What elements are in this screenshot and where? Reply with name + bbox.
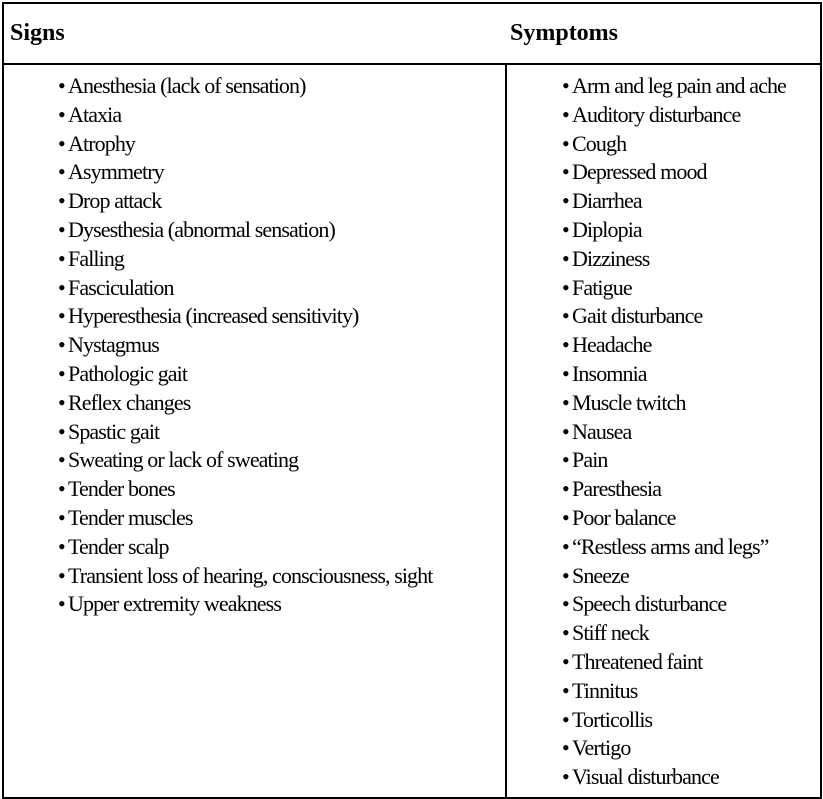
bullet-point: • xyxy=(58,303,66,329)
symptom-item xyxy=(562,187,786,216)
bullet-point: • xyxy=(58,504,66,530)
symptom-item-text: Nausea xyxy=(572,418,632,444)
symptom-item-text: Visual disturbance xyxy=(572,764,719,790)
symptom-item-text: Threatened faint xyxy=(572,648,703,674)
sign-item xyxy=(58,158,432,187)
bullet-point: • xyxy=(58,591,66,617)
symptom-item xyxy=(562,389,786,418)
bullet-point: • xyxy=(58,562,66,588)
bullet-point: • xyxy=(58,389,66,415)
bullet-point: • xyxy=(562,735,570,761)
sign-item-text: Tender bones xyxy=(68,476,175,502)
sign-item xyxy=(58,274,432,303)
sign-item xyxy=(58,533,432,562)
bullet-point: • xyxy=(562,274,570,300)
bullet-point: • xyxy=(58,332,66,358)
sign-item-text: Anesthesia (lack of sensation) xyxy=(68,73,306,98)
symptom-item xyxy=(562,216,786,245)
bullet-point: • xyxy=(58,159,66,185)
sign-item xyxy=(58,504,432,533)
bullet-point: • xyxy=(58,447,66,473)
symptom-item-text: Dizziness xyxy=(572,245,650,271)
symptom-item xyxy=(562,677,786,706)
symptoms-column-header: Symptoms xyxy=(510,20,619,46)
bullet-point: • xyxy=(58,216,66,242)
sign-item-text: Transient loss of hearing, consciousness, sight xyxy=(68,562,433,588)
sign-item-text: Falling xyxy=(68,245,125,271)
sign-item xyxy=(58,101,432,130)
sign-item xyxy=(58,475,432,504)
symptom-item-text: “Restless arms and legs” xyxy=(572,533,769,559)
sign-item-text: Dysesthesia (abnormal sensation) xyxy=(68,216,335,242)
symptom-item-text: Speech disturbance xyxy=(572,591,727,617)
sign-item-text: Sweating or lack of sweating xyxy=(68,447,299,473)
sign-item-text: Fasciculation xyxy=(68,274,174,300)
bullet-point: • xyxy=(562,159,570,185)
bullet-point: • xyxy=(562,130,570,156)
bullet-point: • xyxy=(562,389,570,415)
bullet-point: • xyxy=(58,73,66,98)
bullet-point: • xyxy=(562,764,570,790)
signs-list xyxy=(58,72,432,619)
bullet-point: • xyxy=(58,360,66,386)
symptom-item-text: Vertigo xyxy=(572,735,631,761)
sign-item-text: Reflex changes xyxy=(68,389,191,415)
sign-item-text: Pathologic gait xyxy=(68,360,188,386)
bullet-point: • xyxy=(562,591,570,617)
symptom-item xyxy=(562,446,786,475)
symptom-item xyxy=(562,101,786,130)
sign-item-text: Ataxia xyxy=(68,101,122,127)
bullet-point: • xyxy=(562,648,570,674)
symptom-item xyxy=(562,562,786,591)
symptoms-list xyxy=(562,72,786,792)
symptom-item xyxy=(562,130,786,159)
symptom-item xyxy=(562,158,786,187)
symptom-item xyxy=(562,504,786,533)
column-divider xyxy=(505,65,507,797)
bullet-point: • xyxy=(562,303,570,329)
symptom-item xyxy=(562,590,786,619)
bullet-point: • xyxy=(562,332,570,358)
bullet-point: • xyxy=(562,677,570,703)
symptom-item-text: Diplopia xyxy=(572,216,642,242)
sign-item-text: Hyperesthesia (increased sensitivity) xyxy=(68,303,359,329)
signs-symptoms-table xyxy=(2,2,822,799)
symptom-item-text: Depressed mood xyxy=(572,159,707,185)
sign-item xyxy=(58,302,432,331)
bullet-point: • xyxy=(562,73,570,98)
symptom-item-text: Stiff neck xyxy=(572,620,649,646)
bullet-point: • xyxy=(562,216,570,242)
sign-item-text: Drop attack xyxy=(68,188,162,214)
bullet-point: • xyxy=(562,188,570,214)
symptom-item xyxy=(562,418,786,447)
symptom-item-text: Arm and leg pain and ache xyxy=(572,73,786,98)
symptom-item-text: Poor balance xyxy=(572,504,676,530)
table-header-row xyxy=(4,4,820,65)
sign-item-text: Tender scalp xyxy=(68,533,169,559)
sign-item xyxy=(58,245,432,274)
symptom-item xyxy=(562,734,786,763)
sign-item xyxy=(58,216,432,245)
symptom-item-text: Cough xyxy=(572,130,627,156)
sign-item xyxy=(58,331,432,360)
signs-column-header: Signs xyxy=(10,20,65,46)
symptom-item xyxy=(562,331,786,360)
symptom-item-text: Insomnia xyxy=(572,360,647,386)
symptom-item-text: Torticollis xyxy=(572,706,653,732)
symptom-item xyxy=(562,533,786,562)
symptom-item-text: Auditory disturbance xyxy=(572,101,741,127)
bullet-point: • xyxy=(58,476,66,502)
bullet-point: • xyxy=(58,274,66,300)
sign-item-text: Atrophy xyxy=(68,130,136,156)
bullet-point: • xyxy=(562,533,570,559)
symptom-item xyxy=(562,475,786,504)
bullet-point: • xyxy=(58,533,66,559)
symptom-item-text: Gait disturbance xyxy=(572,303,703,329)
symptom-item xyxy=(562,360,786,389)
symptom-item xyxy=(562,302,786,331)
symptom-item-text: Fatigue xyxy=(572,274,632,300)
bullet-point: • xyxy=(58,101,66,127)
symptom-item-text: Tinnitus xyxy=(572,677,638,703)
symptom-item xyxy=(562,245,786,274)
bullet-point: • xyxy=(562,101,570,127)
symptom-item xyxy=(562,706,786,735)
sign-item-text: Nystagmus xyxy=(68,332,159,358)
sign-item xyxy=(58,130,432,159)
symptom-item-text: Paresthesia xyxy=(572,476,662,502)
bullet-point: • xyxy=(562,706,570,732)
symptom-item-text: Sneeze xyxy=(572,562,629,588)
bullet-point: • xyxy=(58,130,66,156)
sign-item-text: Upper extremity weakness xyxy=(68,591,281,617)
symptom-item xyxy=(562,648,786,677)
symptom-item-text: Diarrhea xyxy=(572,188,642,214)
bullet-point: • xyxy=(562,562,570,588)
sign-item xyxy=(58,562,432,591)
bullet-point: • xyxy=(562,504,570,530)
symptom-item xyxy=(562,274,786,303)
bullet-point: • xyxy=(58,418,66,444)
sign-item xyxy=(58,187,432,216)
bullet-point: • xyxy=(562,620,570,646)
bullet-point: • xyxy=(562,476,570,502)
symptom-item-text: Pain xyxy=(572,447,608,473)
bullet-point: • xyxy=(562,447,570,473)
bullet-point: • xyxy=(58,245,66,271)
symptom-item xyxy=(562,72,786,101)
sign-item xyxy=(58,418,432,447)
symptom-item xyxy=(562,763,786,792)
bullet-point: • xyxy=(562,360,570,386)
sign-item xyxy=(58,389,432,418)
bullet-point: • xyxy=(562,418,570,444)
sign-item xyxy=(58,446,432,475)
bullet-point: • xyxy=(562,245,570,271)
sign-item xyxy=(58,72,432,101)
sign-item xyxy=(58,360,432,389)
symptom-item-text: Muscle twitch xyxy=(572,389,686,415)
sign-item-text: Spastic gait xyxy=(68,418,160,444)
sign-item xyxy=(58,590,432,619)
symptom-item-text: Headache xyxy=(572,332,652,358)
bullet-point: • xyxy=(58,188,66,214)
sign-item-text: Asymmetry xyxy=(68,159,164,185)
sign-item-text: Tender muscles xyxy=(68,504,193,530)
symptom-item xyxy=(562,619,786,648)
